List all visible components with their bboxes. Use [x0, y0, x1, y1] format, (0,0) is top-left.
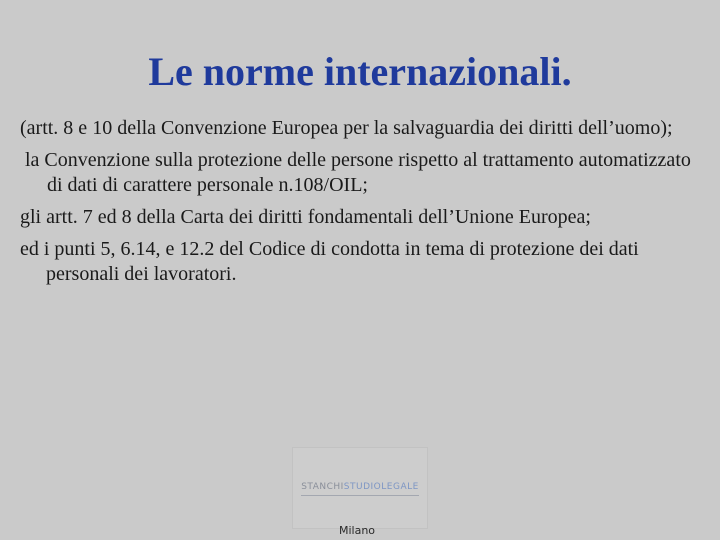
paragraph-code-of-conduct: ed i punti 5, 6.14, e 12.2 del Codice di condotta in tema di protezione dei dati personali dei lavoratori. — [20, 238, 639, 285]
logo-name-part-1: STANCHI — [301, 482, 344, 492]
law-firm-logo — [292, 447, 428, 529]
paragraph-data-protection-convention: la Convenzione sulla protezione delle persone rispetto al trattamento automatizzato di dati di carattere personale n.108/OIL; — [25, 149, 691, 196]
paragraph-eu-charter: gli artt. 7 ed 8 della Carta dei diritti fondamentali dell’Unione Europea; — [20, 206, 591, 228]
body-text-list — [20, 116, 710, 294]
logo-caption: Milano — [338, 524, 376, 537]
logo-divider — [301, 495, 419, 496]
paragraph-convention-articles: (artt. 8 e 10 della Convenzione Europea per la salvaguardia dei diritti dell’uomo); — [20, 117, 673, 139]
logo-wordmark — [293, 482, 427, 492]
logo-name-part-2: STUDIOLEGALE — [343, 482, 419, 492]
slide-title: Le norme internazionali. — [148, 49, 572, 94]
